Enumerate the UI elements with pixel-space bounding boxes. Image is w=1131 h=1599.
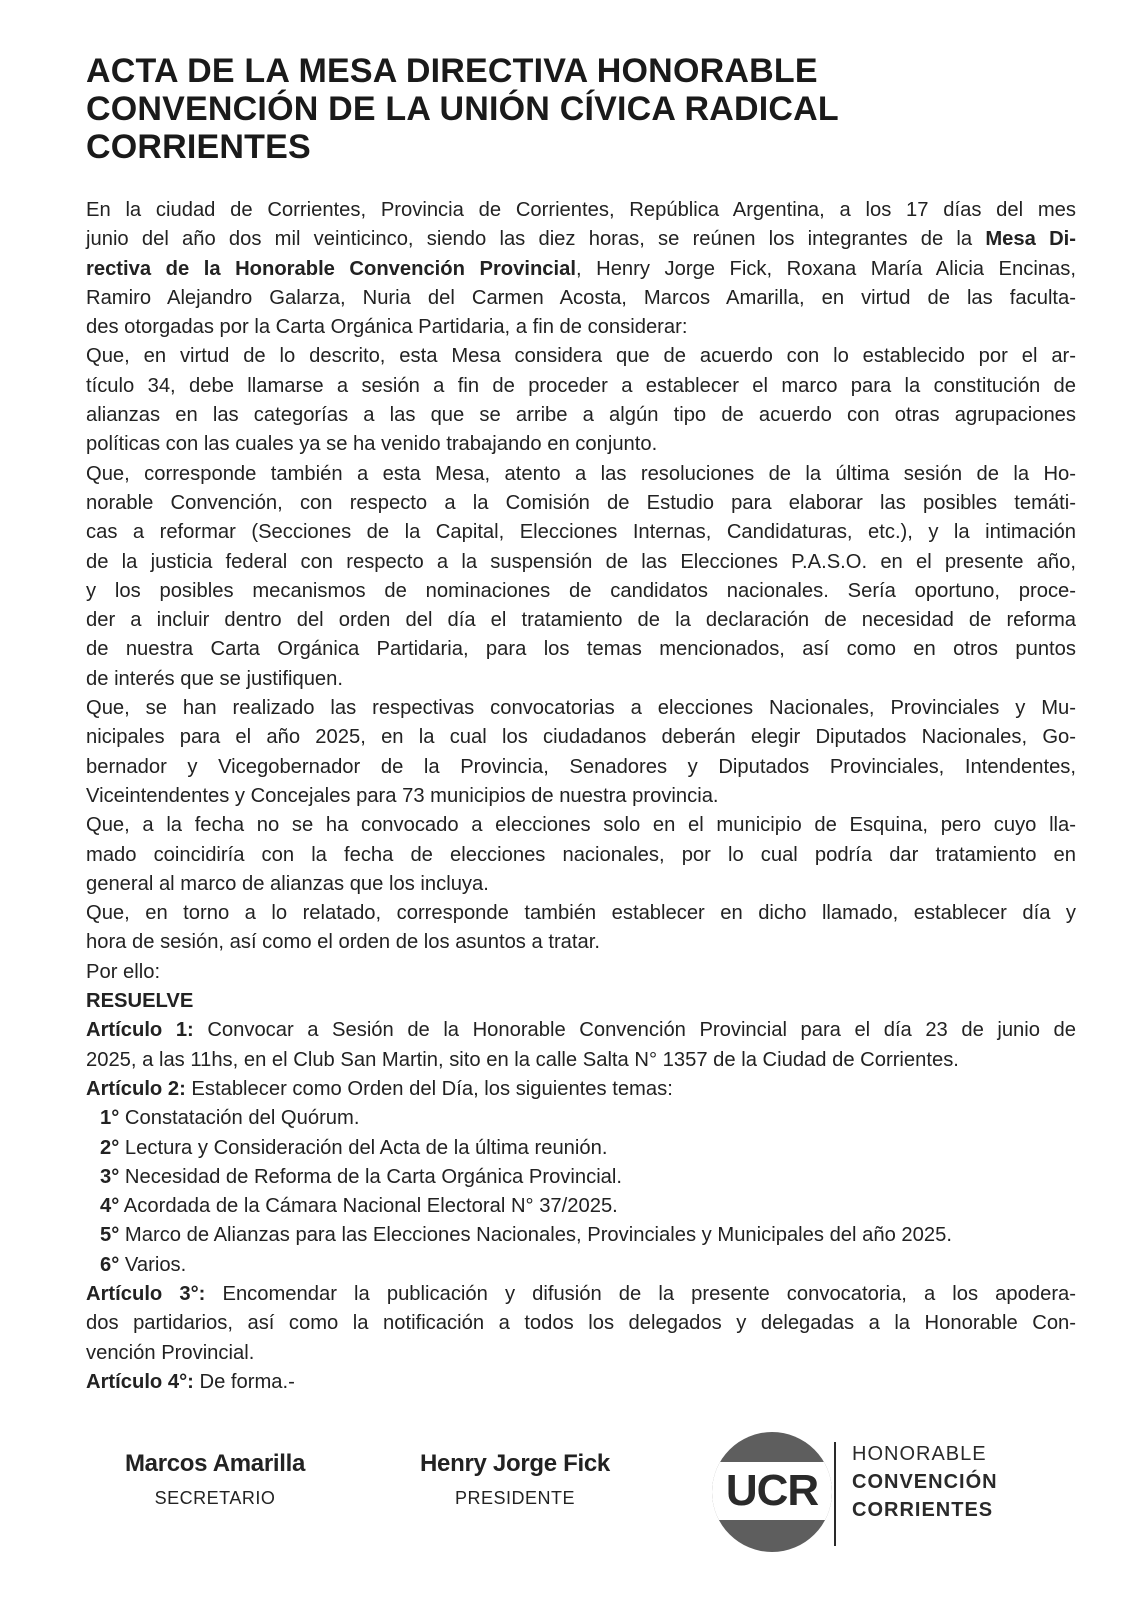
body-line: Que, en torno a lo relatado, corresponde también establecer en dicho llamado, establecer día y xyxy=(86,902,1076,925)
resuelve-heading xyxy=(86,987,1076,1016)
text-run: Establecer como Orden del Día, los siguientes temas: xyxy=(185,1077,673,1100)
document-title xyxy=(86,52,1076,166)
article-2-line xyxy=(86,1075,1076,1104)
por-ello: Por ello: xyxy=(86,960,161,983)
text-run: Convocar a Sesión de la Honorable Convención Provincial para el día 23 de junio de xyxy=(193,1019,1076,1042)
orden-number: 2° xyxy=(100,1136,120,1159)
body-line: Que, se han realizado las respectivas convocatorias a elecciones Nacionales, Provinciales y Mu- xyxy=(86,697,1076,720)
body-line xyxy=(86,225,1076,254)
body-line: hora de sesión, así como el orden de los asuntos a tratar. xyxy=(86,931,600,954)
text-run: Necesidad de Reforma de la Carta Orgánica Provincial. xyxy=(119,1165,622,1188)
body-line: Que, en virtud de lo descrito, esta Mesa considera que de acuerdo con lo establecido por el ar- xyxy=(86,345,1076,368)
article-1-line xyxy=(86,1016,1076,1045)
signatory-role: PRESIDENTE xyxy=(454,1488,576,1508)
text-run: Acordada de la Cámara Nacional Electoral N° 37/2025. xyxy=(119,1195,618,1218)
signatory-role: SECRETARIO xyxy=(154,1488,276,1508)
body-line: der a incluir dentro del orden del día el tratamiento de la declaración de necesidad de reforma xyxy=(86,609,1076,632)
signatory-name: Marcos Amarilla xyxy=(124,1450,306,1477)
orden-item xyxy=(86,1104,1076,1133)
ucr-logo xyxy=(712,1432,832,1552)
body-line: mado coincidiría con la fecha de elecciones nacionales, por lo cual podría dar tratamiento en xyxy=(86,843,1076,866)
title-line: CONVENCIÓN DE LA UNIÓN CÍVICA RADICAL xyxy=(86,90,839,128)
article-3-line: vención Provincial. xyxy=(86,1341,255,1364)
orden-number: 4° xyxy=(100,1195,120,1218)
body-line: bernador y Vicegobernador de la Provincia, Senadores y Diputados Provinciales, Intendentes, xyxy=(86,755,1076,778)
orden-number: 1° xyxy=(100,1107,120,1130)
body-line: nicipales para el año 2025, en la cual los ciudadanos deberán elegir Diputados Nacionales, Go- xyxy=(86,726,1076,749)
body-line: de interés que se justifiquen. xyxy=(86,667,343,690)
orden-number: 6° xyxy=(100,1253,120,1276)
text-run: junio del año dos mil veinticinco, siendo las diez horas, se reúnen los integrantes de la xyxy=(86,228,986,251)
lockup-line: CORRIENTES xyxy=(852,1499,994,1521)
bold-run: Mesa Di- xyxy=(985,228,1076,251)
bold-run: RESUELVE xyxy=(86,990,194,1013)
article-label: Artículo 1: xyxy=(86,1019,194,1042)
orden-number: 5° xyxy=(100,1224,120,1247)
text-run: Encomendar la publicación y difusión de la presente convocatoria, a los apodera- xyxy=(205,1282,1076,1305)
text-run: Varios. xyxy=(119,1253,187,1276)
logo-text: UCR xyxy=(725,1466,819,1515)
body-line: Ramiro Alejandro Galarza, Nuria del Carmen Acosta, Marcos Amarilla, en virtud de las faculta- xyxy=(86,286,1076,309)
title-line: CORRIENTES xyxy=(86,128,311,166)
body-line: de nuestra Carta Orgánica Partidaria, para los temas mencionados, así como en otros puntos xyxy=(86,638,1076,661)
text-run: Marco de Alianzas para las Elecciones Nacionales, Provinciales y Municipales del año 2025. xyxy=(119,1224,952,1247)
article-3-line xyxy=(86,1280,1076,1309)
body-line: cas a reformar (Secciones de la Capital, Elecciones Internas, Candidaturas, etc.), y la intimación xyxy=(86,521,1076,544)
article-label: Artículo 3°: xyxy=(86,1282,206,1305)
body-line: tículo 34, debe llamarse a sesión a fin de proceder a establecer el marco para la constitución de xyxy=(86,374,1076,397)
body-line: de la justicia federal con respecto a la suspensión de las Elecciones P.A.S.O. en el presente año, xyxy=(86,550,1076,573)
orden-item xyxy=(86,1163,1076,1192)
orden-item xyxy=(86,1251,1076,1280)
lockup-line: HONORABLE xyxy=(852,1443,987,1465)
text-run: Lectura y Consideración del Acta de la última reunión. xyxy=(119,1136,608,1159)
body-line: Viceintendentes y Concejales para 73 municipios de nuestra provincia. xyxy=(86,784,719,807)
logo-divider xyxy=(834,1442,836,1546)
signatory-name: Henry Jorge Fick xyxy=(420,1450,610,1477)
text-run: , Henry Jorge Fick, Roxana María Alicia Encinas, xyxy=(575,257,1076,280)
orden-number: 3° xyxy=(100,1165,120,1188)
logo-lockup xyxy=(852,1440,998,1524)
body-line: En la ciudad de Corrientes, Provincia de Corrientes, República Argentina, a los 17 días del mes xyxy=(86,199,1076,221)
document-body xyxy=(86,196,1076,1397)
article-1-line: 2025, a las 11hs, en el Club San Martin, sito en la calle Salta N° 1357 de la Ciudad de Corrientes. xyxy=(86,1048,959,1071)
orden-item xyxy=(86,1221,1076,1250)
body-line: Que, a la fecha no se ha convocado a elecciones solo en el municipio de Esquina, pero cuyo lla- xyxy=(86,814,1076,837)
article-3-line: dos partidarios, así como la notificación a todos los delegados y delegadas a la Honorable Con- xyxy=(86,1312,1076,1335)
article-4-line xyxy=(86,1368,1076,1397)
signature-secretario xyxy=(100,1450,330,1509)
title-line: ACTA DE LA MESA DIRECTIVA HONORABLE xyxy=(86,52,818,90)
text-run: Constatación del Quórum. xyxy=(119,1107,360,1130)
body-line: Que, corresponde también a esta Mesa, atento a las resoluciones de la última sesión de la Ho- xyxy=(86,462,1076,485)
body-line: alianzas en las categorías a las que se arribe a algún tipo de acuerdo con otras agrupaciones xyxy=(86,404,1076,427)
lockup-line: CONVENCIÓN xyxy=(852,1471,998,1493)
body-line: norable Convención, con respecto a la Comisión de Estudio para elaborar las posibles temáti- xyxy=(86,491,1076,514)
body-line: des otorgadas por la Carta Orgánica Partidaria, a fin de considerar: xyxy=(86,316,688,339)
body-line: y los posibles mecanismos de nominaciones de candidatos nacionales. Sería oportuno, proce- xyxy=(86,579,1076,602)
body-line xyxy=(86,255,1076,284)
orden-item xyxy=(86,1134,1076,1163)
bold-run: rectiva de la Honorable Convención Provincial xyxy=(86,257,576,280)
article-label: Artículo 4°: xyxy=(86,1370,194,1393)
body-line: general al marco de alianzas que los incluya. xyxy=(86,872,489,895)
orden-item xyxy=(86,1192,1076,1221)
article-label: Artículo 2: xyxy=(86,1077,186,1100)
text-run: De forma.- xyxy=(193,1370,295,1393)
body-line: políticas con las cuales ya se ha venido trabajando en conjunto. xyxy=(86,433,658,456)
signature-presidente xyxy=(400,1450,630,1509)
